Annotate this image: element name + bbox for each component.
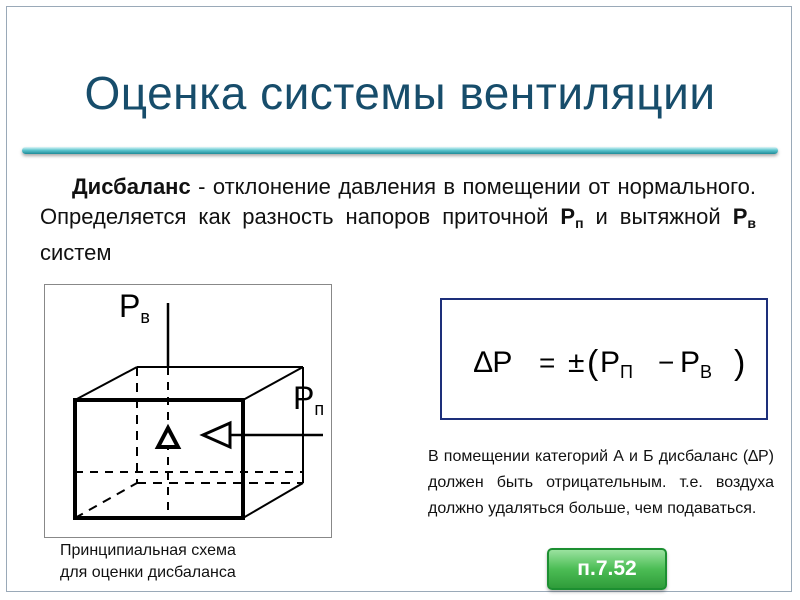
formula-close-paren: ): [734, 344, 746, 382]
caption-line-1: Принципиальная схема: [60, 542, 236, 559]
cube-front-face: [75, 400, 243, 518]
formula-delta-p: ∆Р: [474, 346, 513, 379]
diagram-caption: [60, 540, 320, 584]
cube-edge-top-left: [75, 367, 137, 400]
formula-p-exhaust: $Р_В$: [680, 346, 713, 382]
imbalance-formula: [442, 300, 766, 418]
supply-pressure-symbol: $Р_п$: [560, 204, 584, 231]
definition-text-2: и вытяжной: [583, 204, 733, 229]
slide-title: Оценка системы вентиляции: [84, 67, 716, 119]
supply-arrow-head: [203, 423, 230, 447]
exhaust-pressure-symbol: $Р_в$: [732, 204, 756, 231]
category-note: В помещении категорий А и Б дисбаланс (∆Р) должен быть отрицательным. т.е. воздуха должно удаляться больше, чем подаваться.: [428, 448, 774, 517]
formula-open-paren: (: [587, 344, 599, 382]
cube-hidden-diagonal-edge: [75, 483, 137, 518]
supply-pressure-label: Рп: [293, 380, 325, 419]
term-imbalance: Дисбаланс: [72, 174, 191, 199]
cube-edge-bottom-right: [243, 483, 303, 518]
reference-button[interactable]: п.7.52: [547, 548, 667, 590]
formula-minus: −: [658, 347, 675, 378]
definition-text-1: - отклонение давления в помещении от нормального. Определяется как разность напоров приточной: [40, 174, 756, 229]
cube-schematic: [45, 285, 331, 537]
definition-text-3: систем: [40, 240, 112, 265]
imbalance-diagram: [44, 284, 332, 538]
delta-symbol: [158, 428, 178, 447]
exhaust-pressure-label: Рв: [119, 288, 150, 327]
formula-box: [440, 298, 768, 420]
formula-p-supply: $Р_П$: [600, 346, 633, 382]
formula-plus-minus: ±: [568, 346, 585, 379]
title-divider: [22, 147, 778, 154]
definition-paragraph: [40, 172, 756, 268]
caption-line-2: для оценки дисбаланса: [60, 564, 236, 581]
formula-equals: =: [539, 347, 556, 378]
